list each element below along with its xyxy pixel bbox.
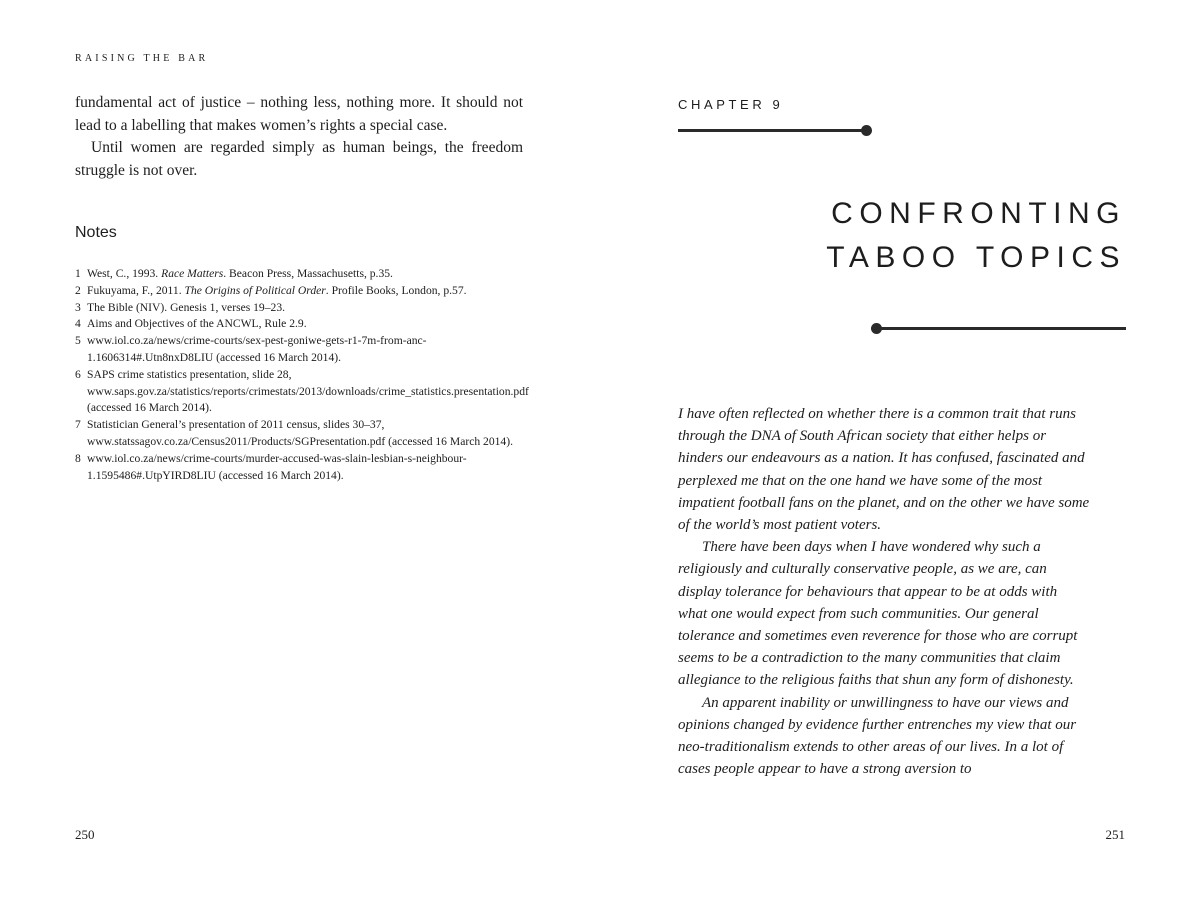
note-number: 3 (75, 300, 81, 314)
top-rule (678, 129, 866, 132)
note-text: The Bible (NIV). Genesis 1, verses 19–23. (87, 300, 286, 314)
right-page (600, 0, 1200, 917)
note-title: The Origins of Political Order (184, 283, 326, 297)
note-item (75, 266, 515, 283)
running-head: RAISING THE BAR (75, 53, 209, 64)
paragraph: There have been days when I have wondered why such a religiously and culturally conservative people, as we are, can display tolerance for behaviours that appear to be at odds with what one would expect from such communities. Our general tolerance and sometimes even reverence for those who are corrupt seems to be a contradiction to the many communities that claim allegiance to the religious faiths that shun any form of dishonesty. (678, 539, 1078, 689)
note-number: 1 (75, 267, 81, 280)
note-text: Aims and Objectives of the ANCWL, Rule 2.9. (87, 317, 307, 331)
notes-list (75, 266, 529, 484)
note-text: Fukuyama, F., 2011. (87, 283, 185, 297)
rule-dot (861, 125, 872, 136)
note-number: 7 (75, 418, 81, 432)
paragraph: I have often reflected on whether there is a common trait that runs through the DNA of South African society that either helps or hinders our endeavours as a nation. It has confused, fascinated and perplexed me that on the one hand we have some of the most impatient football fans on the planet, and on the other we have some of the world’s most patient voters. (678, 406, 1090, 534)
chapter-title (826, 192, 1126, 280)
page-number: 250 (75, 827, 95, 842)
notes-heading: Notes (75, 224, 117, 241)
note-number: 4 (75, 317, 81, 331)
note-number: 6 (75, 367, 81, 381)
note-item (75, 283, 515, 300)
note-item (75, 367, 529, 417)
note-text: www.iol.co.za/news/crime-courts/murder-accused-was-slain-lesbian-s-neighbour-1.1595486#.UtpYIRD8LIU (accessed 16 March 2014). (87, 451, 467, 482)
title-line: TABOO TOPICS (826, 241, 1126, 274)
paragraph: An apparent inability or unwillingness to have our views and opinions changed by evidence further entrenches my view that our neo-traditionalism extends to other areas of our lives. In a lot of cases people appear to have a strong aversion to (678, 694, 1077, 778)
note-text: Statistician General’s presentation of 2011 census, slides 30–37, www.statssagov.co.za/Census2011/Products/SGPresentation.pdf (accessed 16 March 2014). (87, 418, 513, 448)
chapter-label: CHAPTER 9 (678, 97, 784, 112)
note-item (75, 451, 515, 485)
note-number: 8 (75, 451, 81, 465)
note-text: West, C., 1993. (87, 267, 162, 280)
body-text (75, 92, 523, 182)
bottom-rule (877, 327, 1126, 330)
note-item (75, 316, 515, 333)
page-number: 251 (1105, 827, 1125, 842)
paragraph: Until women are regarded simply as human beings, the freedom struggle is not over. (75, 139, 523, 179)
note-item (75, 333, 515, 367)
note-item (75, 417, 515, 451)
title-line: CONFRONTING (831, 197, 1126, 230)
note-text: . Profile Books, London, p.57. (325, 283, 467, 297)
note-number: 2 (75, 283, 81, 297)
note-text: www.iol.co.za/news/crime-courts/sex-pest-goniwe-gets-r1-7m-from-anc-1.1606314#.Utn8nxD8LIU (accessed 16 March 2014). (87, 334, 427, 364)
chapter-body (678, 403, 1090, 780)
note-text: . Beacon Press, Massachusetts, p.35. (223, 267, 393, 280)
note-number: 5 (75, 334, 81, 348)
note-text: SAPS crime statistics presentation, slide 28, www.saps.gov.za/statistics/reports/crimestats/2013/downloads/crime_statistics.presentation.pdf (accessed 16 March 2014). (87, 367, 529, 415)
note-item (75, 300, 515, 317)
paragraph: fundamental act of justice – nothing less, nothing more. It should not lead to a labelling that makes women’s rights a special case. (75, 94, 523, 134)
note-title: Race Matters (161, 267, 224, 280)
